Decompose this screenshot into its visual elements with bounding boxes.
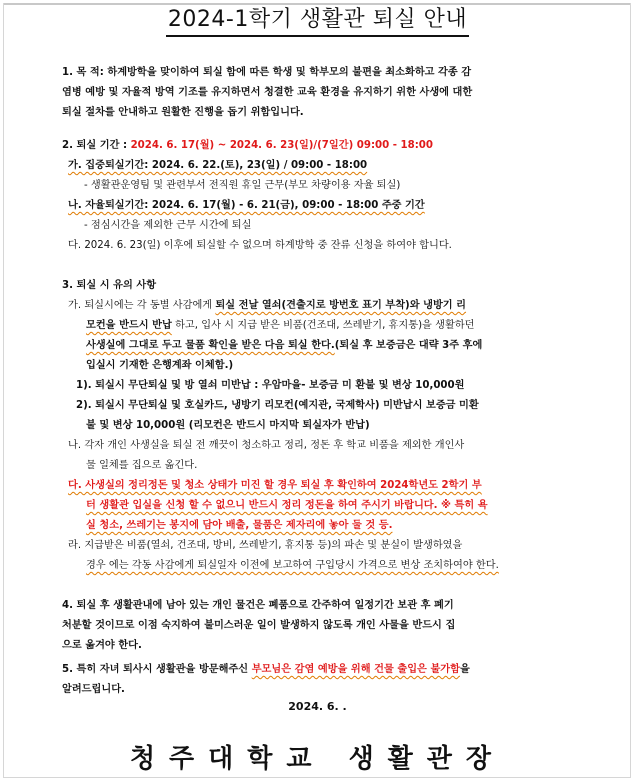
caution-ga-text-a: 가. 퇴실시에는 각 동별 사감에게: [68, 300, 216, 311]
caution-ga-line-2: [62, 316, 582, 336]
intensive-period-note: - 생활관운영팀 및 관련부서 전직원 휴일 근무(부모 차량이용 자율 퇴실): [84, 180, 401, 191]
caution-ra-line-2: 경우 에는 각동 사감에게 퇴실일자 이전에 보고하여 구입당시 가격으로 변상 조치하여야 한다.: [86, 560, 499, 571]
parents-text-b: 부모님은 감염 예방을 위해 건물 출입은 불가함: [251, 664, 460, 675]
parents-text-a: 5. 특히 자녀 퇴사시 생활관을 방문해주신: [62, 664, 252, 675]
caution-na-line-1: 나. 각자 개인 사생실을 퇴실 전 깨끗이 청소하고 정리, 정돈 후 학교 비품을 제외한 개인사: [68, 440, 465, 451]
signature: 청주대학교 생활관장: [129, 744, 506, 774]
parents-line-1: [62, 660, 582, 680]
section-period: [62, 136, 582, 256]
caution-da-line-2: 터 생활관 입실을 신청 할 수 없으니 반드시 정리 정돈을 하여 주시기 바랍니다. ※ 특히 욕: [86, 500, 488, 511]
section-parents-notice: [62, 660, 582, 700]
document-date: 2024. 6. .: [288, 700, 347, 713]
page-frame-left: [3, 3, 4, 778]
purpose-line-2: 염병 예방 및 자율적 방역 기조를 유지하면서 청결한 교육 환경을 유지하기 위한 사생에 대한: [62, 87, 473, 98]
leftover-line-1: 4. 퇴실 후 생활관내에 남아 있는 개인 물건은 폐품으로 간주하여 일정기간 보관 후 폐기: [62, 600, 454, 611]
caution-item-2-line-1: 2). 퇴실시 무단퇴실 및 호실카드, 냉방기 리모컨(예지관, 국제학사) 미반납시 보증금 미환: [76, 400, 479, 411]
page-frame-bottom: [3, 777, 631, 778]
caution-da-line-1: 다. 사생실의 정리정돈 및 청소 상태가 미진 할 경우 퇴실 후 확인하여 2024학년도 2학기 부: [68, 480, 482, 491]
parents-text-c: 을: [459, 664, 470, 675]
leftover-line-2: 처분할 것이므로 이점 숙지하여 불미스러운 일이 발생하지 않도록 개인 사물을 반드시 집: [62, 620, 456, 631]
caution-ra-line-1: 라. 지급받은 비품(열쇠, 건조대, 방비, 쓰레받기, 휴지통 등)의 파손 및 분실이 발생하였을: [68, 540, 463, 551]
leftover-line-3: 으로 옮겨야 한다.: [62, 640, 142, 651]
cautions-heading: 3. 퇴실 시 유의 사항: [62, 280, 157, 291]
caution-ga-line-4: 입실시 기재한 은행계좌 이체함.): [86, 360, 234, 371]
caution-ga-line-1: [62, 296, 582, 316]
caution-ga-text-f: (퇴실 후 보증금은 대략 3주 후에: [334, 340, 483, 351]
purpose-line-1: 1. 목 적: 하계방학을 맞이하여 퇴실 함에 따른 학생 및 학부모의 불편을 최소화하고 각종 감: [62, 67, 472, 78]
caution-ga-line-3: [62, 336, 582, 356]
caution-ga-text-e: 사생실에 그대로 두고 물품 확인을 받은 다음 퇴실 한다.: [86, 340, 335, 351]
period-dates: 2024. 6. 17(월) ~ 2024. 6. 23(일)/(7일간) 09:00 - 18:00: [130, 140, 433, 151]
section-leftover-items: [62, 596, 582, 656]
purpose-line-3: 퇴실 절차를 안내하고 원활한 진행을 돕기 위함입니다.: [62, 107, 304, 118]
caution-item-2-line-2: 불 및 변상 10,000원 (리모컨은 반드시 마지막 퇴실자가 반납): [86, 420, 370, 431]
caution-ga-text-b: 퇴실 전날 열쇠(견출지로 방번호 표기 부착)와 냉방기 리: [215, 300, 467, 311]
section-purpose: [62, 63, 582, 123]
intensive-period: 가. 집중퇴실기간: 2024. 6. 22.(토), 23(일) / 09:00 - 18:00: [68, 160, 368, 171]
voluntary-period: 나. 자율퇴실기간: 2024. 6. 17(월) - 6. 21(금), 09:00 - 18:00 주중 기간: [68, 200, 425, 211]
voluntary-period-note: - 점심시간을 제외한 근무 시간에 퇴실: [84, 220, 252, 231]
title-container: [0, 6, 635, 37]
period-label: 2. 퇴실 기간 :: [62, 140, 131, 151]
signature-container: [0, 738, 635, 775]
section-cautions: [62, 276, 582, 576]
caution-da-line-3: 실 청소, 쓰레기는 봉지에 담아 배출, 물품은 제자리에 놓아 둘 것 등.: [86, 520, 393, 531]
page-frame-right: [630, 3, 631, 778]
page-frame-top: [3, 3, 631, 5]
caution-ga-text-c: 모컨을 반드시 반납: [86, 320, 172, 331]
period-deadline: 다. 2024. 6. 23(일) 이후에 퇴실할 수 없으며 하계방학 중 잔류 신청을 하여야 합니다.: [68, 240, 452, 251]
caution-na-line-2: 물 일체를 집으로 옮긴다.: [86, 460, 198, 471]
parents-line-2: 알려드립니다.: [62, 684, 125, 695]
caution-item-1: 1). 퇴실시 무단퇴실 및 방 열쇠 미반납 : 우암마을- 보증금 미 환불 및 변상 10,000원: [76, 380, 465, 391]
document-title: 2024-1학기 생활관 퇴실 안내: [166, 6, 469, 37]
caution-ga-text-d: 하고, 입사 시 지급 받은 비품(건조대, 쓰레받기, 휴지통)을 생활하던: [171, 320, 475, 331]
period-heading: [62, 136, 582, 156]
